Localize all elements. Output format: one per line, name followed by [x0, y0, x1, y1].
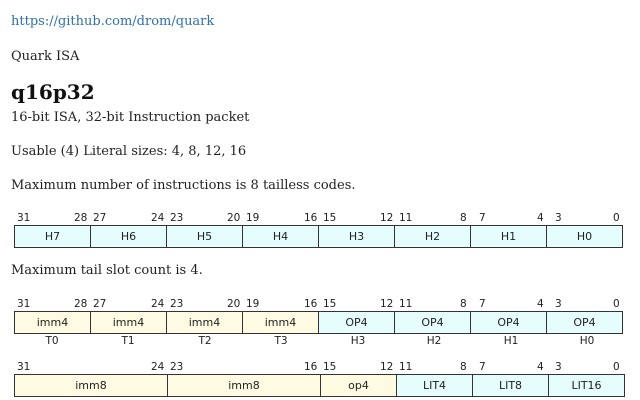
field-cell: H3: [318, 225, 395, 248]
bit-label: 27: [93, 212, 107, 224]
isa-subtitle: 16-bit ISA, 32-bit Instruction packet: [11, 110, 250, 125]
bit-label: 28: [74, 298, 88, 310]
max-instructions-text: Maximum number of instructions is 8 tailless codes.: [11, 178, 356, 193]
bit-label: 8: [460, 361, 467, 373]
field-cell: OP4: [318, 311, 395, 334]
bit-label: 15: [323, 212, 337, 224]
bit-label: 24: [151, 298, 165, 310]
field-cell: imm4: [90, 311, 167, 334]
bit-label: 23: [170, 212, 184, 224]
bit-label: 3: [555, 298, 562, 310]
bit-label: 12: [380, 361, 394, 373]
bit-labels: [14, 212, 626, 225]
isa-name: Quark ISA: [11, 49, 80, 64]
max-tail-text: Maximum tail slot count is 4.: [11, 263, 203, 278]
bit-label: 15: [323, 298, 337, 310]
bit-label: 4: [537, 361, 544, 373]
bit-label: 24: [151, 361, 165, 373]
field-cell: H7: [14, 225, 91, 248]
page-heading: q16p32: [11, 80, 95, 104]
bit-label: 11: [399, 212, 413, 224]
bit-label: 12: [380, 298, 394, 310]
bit-label: 31: [17, 361, 31, 373]
bit-label: 27: [93, 298, 107, 310]
field-cell: OP4: [546, 311, 623, 334]
field-cell: H5: [166, 225, 243, 248]
bit-label: 19: [246, 212, 260, 224]
bit-label: 0: [613, 361, 620, 373]
bit-label: 7: [479, 298, 486, 310]
field-cell: LIT4: [396, 374, 473, 397]
bit-label: 20: [227, 212, 241, 224]
github-link[interactable]: https://github.com/drom/quark: [11, 14, 215, 29]
bit-label: 12: [380, 212, 394, 224]
bit-label: 11: [399, 361, 413, 373]
bit-label: 3: [555, 361, 562, 373]
bit-label: 16: [304, 361, 318, 373]
bit-label: 31: [17, 298, 31, 310]
bit-label: 31: [17, 212, 31, 224]
field-cell: OP4: [394, 311, 471, 334]
bit-label: 7: [479, 361, 486, 373]
register-diagram-3: [14, 361, 626, 397]
field-row: [14, 225, 626, 248]
field-sublabel: H1: [503, 335, 519, 347]
bit-labels: [14, 361, 626, 374]
field-sublabel: T3: [274, 335, 288, 347]
field-sublabel: H2: [426, 335, 442, 347]
bit-label: 11: [399, 298, 413, 310]
bit-label: 7: [479, 212, 486, 224]
field-cell: imm8: [14, 374, 168, 397]
field-sublabel: T1: [121, 335, 135, 347]
register-diagram-2: [14, 298, 626, 348]
bit-label: 24: [151, 212, 165, 224]
field-sublabel: T2: [198, 335, 212, 347]
bit-label: 8: [460, 298, 467, 310]
field-cell: op4: [320, 374, 397, 397]
field-sublabel: H3: [350, 335, 366, 347]
bit-label: 3: [555, 212, 562, 224]
bit-label: 4: [537, 298, 544, 310]
bit-label: 20: [227, 298, 241, 310]
register-diagram-1: [14, 212, 626, 248]
bit-labels: [14, 298, 626, 311]
field-row: [14, 311, 626, 334]
field-row: [14, 374, 626, 397]
bit-label: 23: [170, 361, 184, 373]
field-cell: H0: [546, 225, 623, 248]
field-cell: LIT8: [472, 374, 549, 397]
bit-label: 16: [304, 212, 318, 224]
field-cell: H1: [470, 225, 547, 248]
field-cell: imm4: [242, 311, 319, 334]
field-cell: imm4: [166, 311, 243, 334]
field-sublabels: [14, 334, 626, 348]
field-sublabel: T0: [45, 335, 59, 347]
bit-label: 15: [323, 361, 337, 373]
bit-label: 4: [537, 212, 544, 224]
bit-label: 16: [304, 298, 318, 310]
field-cell: H6: [90, 225, 167, 248]
bit-label: 0: [613, 298, 620, 310]
bit-label: 8: [460, 212, 467, 224]
bit-label: 28: [74, 212, 88, 224]
bit-label: 23: [170, 298, 184, 310]
literal-sizes-text: Usable (4) Literal sizes: 4, 8, 12, 16: [11, 144, 247, 159]
field-sublabel: H0: [579, 335, 595, 347]
field-cell: imm4: [14, 311, 91, 334]
field-cell: H2: [394, 225, 471, 248]
field-cell: LIT16: [548, 374, 625, 397]
bit-label: 19: [246, 298, 260, 310]
bit-label: 0: [613, 212, 620, 224]
field-cell: imm8: [167, 374, 321, 397]
field-cell: OP4: [470, 311, 547, 334]
field-cell: H4: [242, 225, 319, 248]
